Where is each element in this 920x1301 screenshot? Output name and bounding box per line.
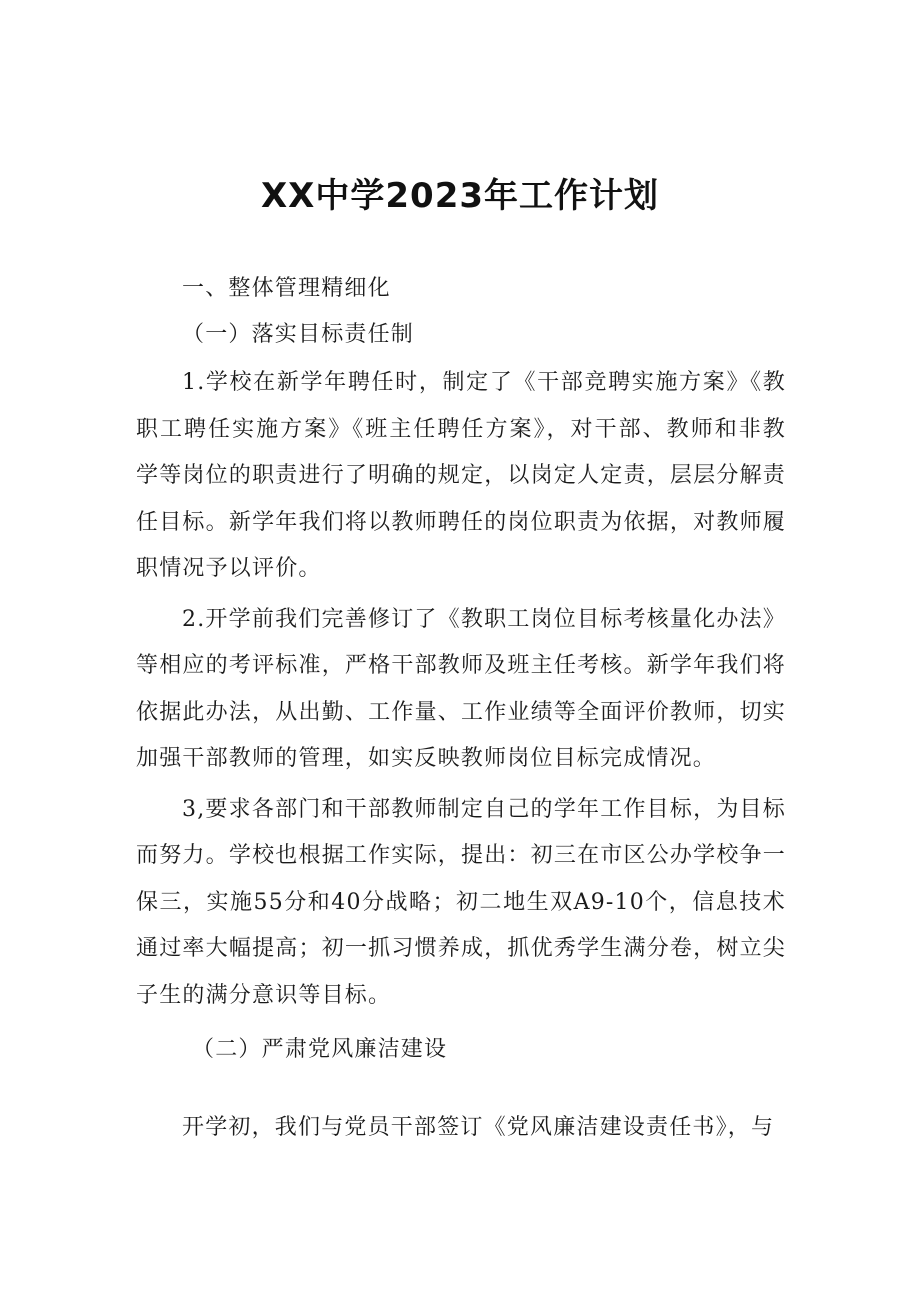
paragraph-3: 3,要求各部门和干部教师制定自己的学年工作目标，为目标而努力。学校也根据工作实际，提出：初三在市区公办学校争一保三，实施55分和40分战略；初二地生双A9-10个，信息技术通过率大幅提高；初一抓习惯养成，抓优秀学生满分卷，树立尖子生的满分意识等目标。	[136, 796, 786, 1008]
document-body	[136, 268, 786, 1156]
subsection-heading-2: （二）严肃党风廉洁建设	[192, 1037, 448, 1062]
paragraph-2: 2.开学前我们完善修订了《教职工岗位目标考核量化办法》等相应的考评标准，严格干部教师及班主任考核。新学年我们将依据此办法，从出勤、工作量、工作业绩等全面评价教师，切实加强干部教师的管理，如实反映教师岗位目标完成情况。	[136, 606, 786, 771]
section-heading: 一、整体管理精细化	[182, 276, 391, 301]
paragraph-4: 开学初，我们与党员干部签订《党风廉洁建设责任书》，与	[182, 1115, 775, 1140]
document-title: XX中学2023年工作计划	[260, 176, 660, 216]
paragraph-1: 1.学校在新学年聘任时，制定了《干部竞聘实施方案》《教职工聘任实施方案》《班主任聘任方案》，对干部、教师和非教学等岗位的职责进行了明确的规定，以岗定人定责，层层分解责任目标。新学年我们将以教师聘任的岗位职责为依据，对教师履职情况予以评价。	[136, 370, 786, 581]
subsection-heading-1: （一）落实目标责任制	[182, 322, 415, 347]
